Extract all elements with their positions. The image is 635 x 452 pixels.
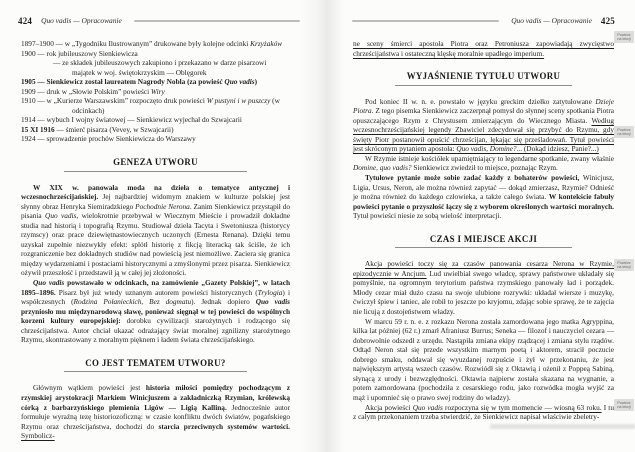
margin-stamp bbox=[614, 399, 634, 411]
page-header bbox=[18, 15, 300, 26]
section-title: WYJAŚNIENIE TYTUŁU UTWORU bbox=[406, 71, 561, 82]
section-rule bbox=[64, 371, 247, 372]
page-content bbox=[21, 39, 290, 441]
section-title: CO JEST TEMATEM UTWORU? bbox=[85, 357, 226, 368]
margin-stamp-line: Powtórz bbox=[617, 127, 631, 132]
section-rule bbox=[64, 171, 247, 172]
paragraph: Głównym wątkiem powieści jest historia miłości pomiędzy pochodzącym z rzymskiej arystokracji Markiem Winicjuszem a zakładniczką Rzymian, królewską córką z barbarzyńskiego plemienia Ligów — Ligią Kalliną. Jednocześnie autor formułuje wyraźną tezę historiozoficzną: w czasie konfliktu dwóch światów, pogańskiego Rzymu oraz chrześcijaństwa, dochodzi do starcia przeciwnych systemów wartości. Symbolicz- bbox=[21, 383, 291, 441]
page-header bbox=[352, 15, 615, 26]
running-title: Quo vadis — Opracowanie bbox=[41, 16, 122, 25]
chronology-item: 1909 — druk w „Słowie Polskim” powieści Wiry bbox=[21, 86, 165, 96]
page-left bbox=[0, 0, 317, 452]
margin-stamp-line: Powtórz bbox=[617, 400, 631, 405]
margin-stamp-line: Powtórz bbox=[617, 260, 631, 265]
running-title: Quo vadis — Opracowanie bbox=[511, 16, 592, 25]
chronology-item: 1924 — sprowadzenie prochów Sienkiewicza do Warszawy bbox=[21, 134, 196, 144]
chronology-item: 1914 — wybuch I wojny światowej — Sienkiewicz wyjechał do Szwajcarii bbox=[21, 115, 242, 125]
page-number: 425 bbox=[600, 15, 615, 26]
chronology-subitem: — ze składek jubileuszowych zakupiono i przekazano w darze pisarzowi majątek w woj. świętokrzyskim — Oblęgorek bbox=[53, 58, 267, 77]
paragraph: W marcu 59 r. n. e. z rozkazu Nerona została zamordowana jego matka Agryppina, kilka lat później (62 r.) zmarł Afraniusz Burrus; Seneka — filozof i nauczyciel cezara — dobrowolnie odszedł z urzędu. Nastąpiła zmiana ekipy rządzącej i zmiana stylu rządów. Odtąd Neron stał się przede wszystkim marnym poetą i aktorem, stracił poczucie dobrego smaku, oddawał się wyuzdanej rozpuście i żył w przekonaniu, że jest największym artystą wszech czasów. Rozwiódł się z Oktawią i ożenił z Poppeą Sabiną, słynącą z urody i bezwzględności. Oktawia najpierw została skazana na wygnanie, a potem zamordowana (pochodziła z cesarskiego rodu, jako rozwódka mogła wyjść za mąż i upomnieć się o prawo swej rodziny do władzy). bbox=[353, 316, 614, 402]
page-content bbox=[353, 39, 614, 422]
page-number: 424 bbox=[18, 15, 33, 26]
paragraph: Tytułowe pytanie może sobie zadać każdy z bohaterów powieści, Winicjusz, Ligia, Ursus, Neron, ale można również zapytać — dokąd zmierzasz, Rzymie? Odnieść je można również do każdego człowieka, a także całego świata. W kontekście fabuły powieści pytanie o przyszłość łączy się z wyborem określonych wartości moralnych. Tytuł powieści niesie ze sobą wielość interpretacji. bbox=[353, 173, 615, 221]
margin-stamp-line: na lekcji bbox=[617, 36, 631, 41]
paragraph: Quo vadis powstawało w odcinkach, na zamówienie „Gazety Polskiej”, w latach 1895–1896. Pisarz był już wtedy uznanym autorem powieści historycznych (Trylogia) i współczesnych (Rodzina Połanieckich, Bez dogmatu). Jednak dopiero Quo vadis przyniosło mu międzynarodową sławę, ponieważ sięgnął w tej powieści do wspólnych korzeni kultury europejskiej: dorobku cywilizacji starożytnych i rodzącego się chrześcijaństwa. Autor chciał ukazać odrażający świat moralnej zgnilizny starożytnego Rzymu, skontrastowany z moralnym pięknem i ładem świata chrześcijańskiego. bbox=[21, 278, 291, 345]
margin-stamp-line: na lekcji bbox=[617, 404, 631, 409]
paragraph: W XIX w. panowała moda na dzieła o tematyce antycznej i wczesnochrześcijańskiej. Jej najbardziej widomym znakiem w kulturze polskiej jest słynny obraz Henryka Siemiradzkiego Pochodnie Nerona. Zanim Sienkiewicz przystąpił do pisania Quo vadis, wielokrotnie przebywał w Wiecznym Mieście i prowadził dokładne studia nad historią i topografią Rzymu. Studiował dzieła Tacyta i Swetoniusza (historycy rzymscy) oraz prace dziewiętnastowiecznych uczonych (Ernesta Renana). Dzięki temu uzyskał zupełnie niezwykły efekt: splótł historię z fikcją literacką tak ściśle, że ich rozgraniczenie bez dokładnych studiów nad powieścią jest niemożliwe. Zaciera się granica między wydarzeniami i postaciami historycznymi a zmyślonymi przez pisarza. Sienkiewicz ożywił przeszłość i przedstawił ją w całej jej złożoności. bbox=[21, 182, 291, 278]
margin-stamp-line: Powtórz bbox=[617, 32, 631, 37]
chronology-item: 1905 — Sienkiewicz został laureatem Nagrody Nobla (za powieść Quo vadis) bbox=[21, 77, 258, 87]
section-heading-tytul bbox=[353, 72, 614, 86]
margin-stamp-line: na lekcji bbox=[617, 264, 631, 269]
paragraph: Akcja powieści Quo vadis rozpoczyna się w tym momencie — wiosną 63 roku. I tu z całym przekonaniem trzeba stwierdzić, że Sienkiewicz napisał właściwie zbeletry- bbox=[353, 402, 614, 422]
chronology-item: 1900 — rok jubileuszowy Sienkiewicza bbox=[21, 48, 138, 58]
chronology-list bbox=[21, 39, 290, 144]
margin-stamp-line: na lekcji bbox=[617, 131, 631, 136]
chronology-item: 15 XI 1916 — śmierć pisarza (Vevey, w Szwajcarii) bbox=[21, 124, 174, 134]
paragraph: Pod koniec II w. n. e. powstało w języku greckim dziełko zatytułowane Dzieje Piotra. Z tego pisemka Sienkiewicz zaczerpnął pomysł do słynnej sceny spotkania Piotra opuszczającego Rzym z Chrystusem zmierzającym do Wiecznego Miasta. Według wczesnochrześcijańskiej legendy Zbawiciel zdecydował się przybyć do Rzymu, gdy święty Piotr postanowił opuścić chrześcijan, lękając się prześladowań. Tytuł powieści jest skróconym pytaniem apostoła: Quo vadis, Domine?... (Dokąd idziesz, Panie?...) bbox=[353, 96, 614, 154]
margin-stamp bbox=[614, 31, 634, 43]
section-rule bbox=[395, 85, 572, 86]
paragraph-continuation: ne sceny śmierci apostoła Piotra oraz Petroniusza zapowiadają zwycięstwo chrześcijaństwa i ostateczną klęskę moralnie upadłego imperium. bbox=[353, 39, 614, 58]
page-right bbox=[318, 0, 635, 452]
chronology-item: 1910 — w „Kurierze Warszawskim” rozpoczęto druk powieści W pustyni i w puszczy (w odcinkach) bbox=[21, 96, 280, 115]
section-heading-czas bbox=[353, 235, 614, 249]
margin-stamp bbox=[614, 126, 634, 138]
section-title: GENEZA UTWORU bbox=[113, 157, 198, 168]
section-heading-temat bbox=[21, 359, 290, 373]
header-rule bbox=[134, 20, 300, 22]
paragraph: W Rzymie istnieje kościółek upamiętniający to legendarne spotkanie, zwany właśnie Domine, quo vadis? Sienkiewicz zwiedził to miejsce, poznając Rzym. bbox=[353, 153, 614, 173]
section-heading-geneza bbox=[21, 158, 290, 172]
chronology-item: 1897–1900 — w „Tygodniku Ilustrowanym” drukowane były kolejne odcinki Krzyżaków bbox=[21, 39, 283, 48]
section-rule bbox=[395, 247, 572, 248]
margin-stamp bbox=[614, 259, 634, 271]
header-rule bbox=[352, 20, 499, 22]
paragraph: Akcja powieści toczy się za czasów panowania cesarza Nerona w Rzymie, epizodycznie w Ancjum. Lud uwielbiał swego władcę, sprawy państwowe układały się pomyślnie, na ogromnym terytorium państwa rzymskiego panowały ład i porządek. Młody cezar miał dużo czasu na swoje ulubione rozrywki: układał wiersze i muzykę, ćwiczył śpiew i taniec, ale robił to jeszcze po kryjomu, zdając sobie sprawę, że te zajęcia nie licują z dostojeństwem władzy. bbox=[353, 259, 614, 317]
section-title: CZAS I MIEJSCE AKCJI bbox=[429, 233, 538, 244]
